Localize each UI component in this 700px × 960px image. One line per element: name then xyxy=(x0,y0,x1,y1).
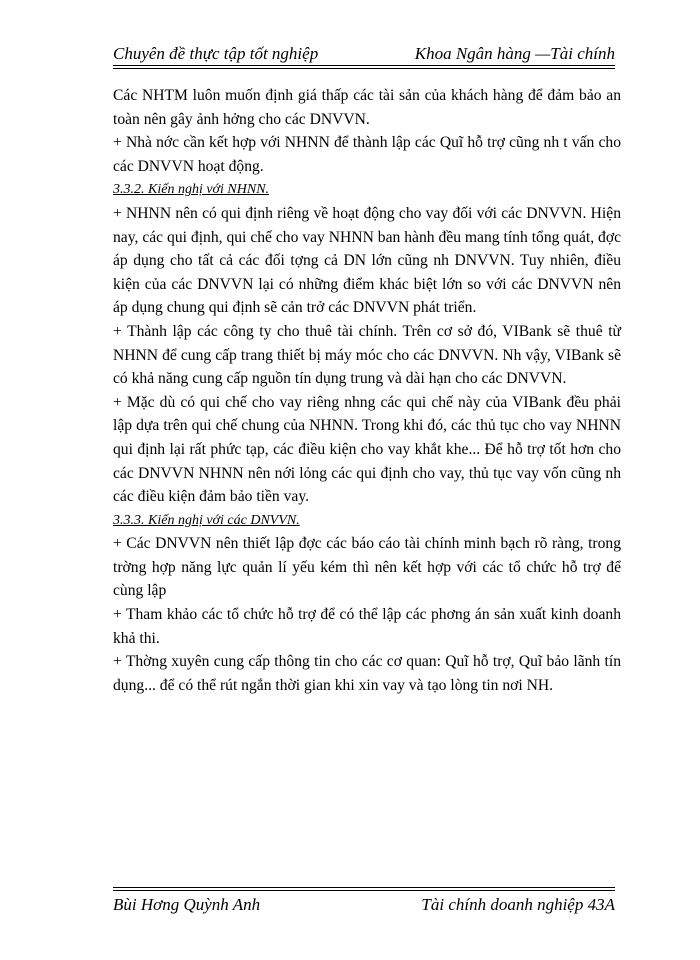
paragraph: + NHNN nên có qui định riêng về hoạt động cho vay đối với các DNVVN. Hiện nay, các qui định, qui chế cho vay NHNN ban hành đều mang tính tổng quát, đợc áp dụng cho tất cả các đối tợng cả DN lớn cũng nh DNVVN. Tuy nhiên, điều kiện của các DNVVN lại có những điểm khác biệt lớn so với các DNVVN nên áp dụng chung qui định sẽ cản trở các DNVVN phát triển. xyxy=(113,204,621,317)
paragraph: + Các DNVVN nên thiết lập đợc các báo cáo tài chính minh bạch rõ ràng, trong trờng hợp năng lực quản lí yếu kém thì nên kết hợp với các tổ chức hỗ trợ để cùng lập xyxy=(113,535,621,600)
page-footer xyxy=(113,895,615,917)
header-divider-secondary xyxy=(113,68,615,69)
footer-author: Bùi Hơng Quỳnh Anh xyxy=(113,895,261,914)
paragraph: + Thành lập các công ty cho thuê tài chính. Trên cơ sở đó, VIBank sẽ thuê từ NHNN để cung cấp trang thiết bị máy móc cho các DNVVN. Nh vậy, VIBank sẽ có khả năng cung cấp nguồn tín dụng trung và dài hạn cho các DNVVN. xyxy=(113,322,621,388)
document-body xyxy=(113,84,621,697)
section-heading: 3.3.3. Kiến nghị với các DNVVN. xyxy=(113,512,300,528)
footer-divider xyxy=(113,887,615,888)
page-header xyxy=(113,44,615,66)
header-left-title: Chuyên đề thực tập tốt nghiệp xyxy=(113,44,319,63)
footer-divider-secondary xyxy=(113,890,615,891)
paragraph: + Tham khảo các tổ chức hỗ trợ để có thể lập các phơng án sản xuất kinh doanh khả thi. xyxy=(113,606,621,647)
paragraph: Các NHTM luôn muốn định giá thấp các tài sản của khách hàng để đảm bảo an toàn nên gây ảnh hởng cho các DNVVN. xyxy=(113,87,621,128)
paragraph: + Nhà nớc cần kết hợp với NHNN để thành lập các Quĩ hỗ trợ cũng nh t vấn cho các DNVVN hoạt động. xyxy=(113,134,621,175)
header-right-title: Khoa Ngân hàng —Tài chính xyxy=(414,44,615,63)
paragraph: + Mặc dù có qui chế cho vay riêng nhng các qui chế này của VIBank đều phải lập dựa trên qui chế chung của NHNN. Trong khi đó, các thủ tục cho vay NHNN qui định lại rất phức tạp, các điều kiện cho vay khắt khe... Để hỗ trợ tốt hơn cho các DNVVN NHNN nên nới lỏng các qui định cho vay, thủ tục vay vốn cũng nh các điều kiện đảm bảo tiền vay. xyxy=(113,393,621,506)
footer-class: Tài chính doanh nghiệp 43A xyxy=(421,895,615,914)
section-heading: 3.3.2. Kiến nghị với NHNN. xyxy=(113,182,270,198)
paragraph: + Thờng xuyên cung cấp thông tin cho các cơ quan: Quĩ hỗ trợ, Quĩ bảo lãnh tín dụng... để có thể rút ngắn thời gian khi xin vay và tạo lòng tin nơi NH. xyxy=(113,653,621,694)
header-divider xyxy=(113,65,615,66)
